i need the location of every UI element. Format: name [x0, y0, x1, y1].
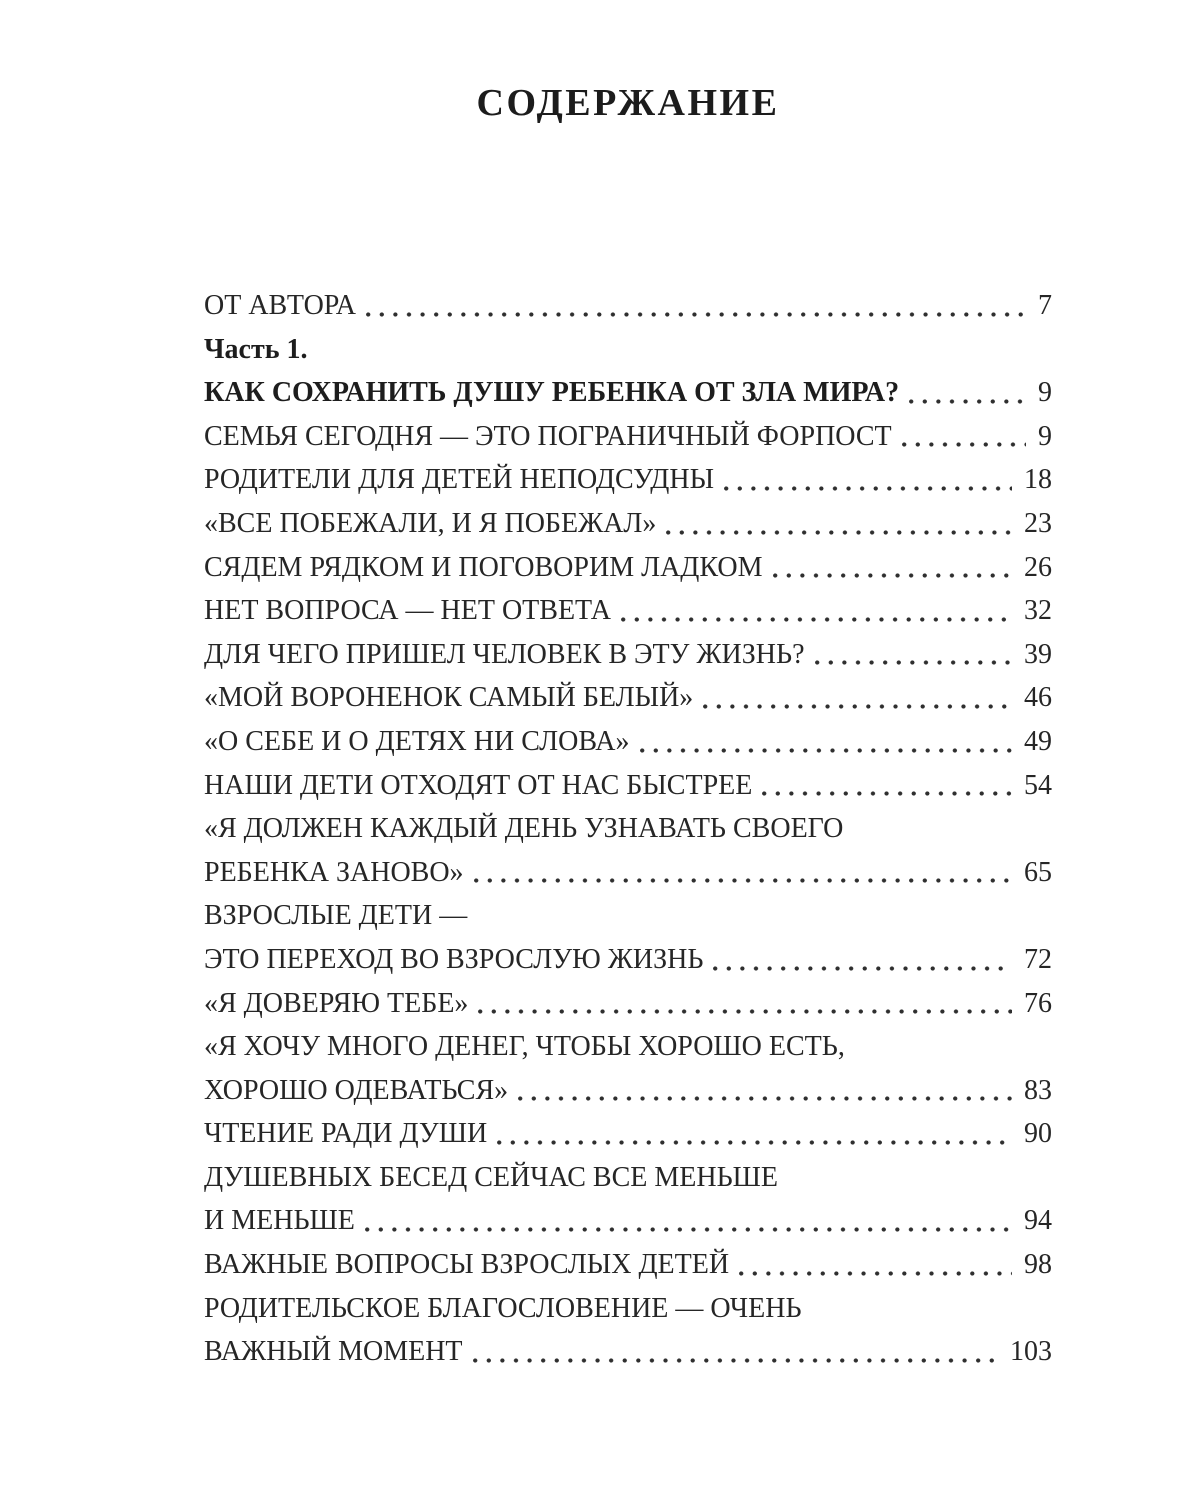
toc-entry-line	[204, 1069, 1052, 1113]
toc-entry	[204, 982, 1052, 1026]
toc-entry-title: ЭТО ПЕРЕХОД ВО ВЗРОСЛУЮ ЖИЗНЬ	[204, 943, 704, 975]
page-number: 103	[1010, 1336, 1052, 1368]
toc-entry-title: «Я ДОВЕРЯЮ ТЕБЕ»	[204, 987, 469, 1019]
toc-entry	[204, 371, 1052, 415]
toc-entry-line	[204, 1243, 1052, 1287]
toc-entry-line	[204, 720, 1052, 764]
dot-leader	[902, 442, 1026, 447]
dot-leader	[474, 878, 1012, 883]
toc-entry	[204, 633, 1052, 677]
dot-leader	[713, 966, 1012, 971]
toc-entry-title: ВАЖНЫЕ ВОПРОСЫ ВЗРОСЛЫХ ДЕТЕЙ	[204, 1249, 730, 1281]
toc-entry-line	[204, 1156, 1052, 1200]
page-number: 65	[1024, 856, 1052, 888]
toc-entry-line	[204, 938, 1052, 982]
dot-leader	[666, 530, 1012, 535]
dot-leader	[621, 617, 1012, 622]
toc-entry	[204, 415, 1052, 459]
toc-entry-title: СЯДЕМ РЯДКОМ И ПОГОВОРИМ ЛАДКОМ	[204, 551, 763, 583]
dot-leader	[815, 660, 1012, 665]
toc-entry-line	[204, 807, 1052, 851]
toc-entry-title: НЕТ ВОПРОСА — НЕТ ОТВЕТА	[204, 595, 611, 627]
toc-entry-line	[204, 1199, 1052, 1243]
page-number: 23	[1024, 507, 1052, 539]
dot-leader	[724, 486, 1012, 491]
toc-entry	[204, 458, 1052, 502]
dot-leader	[518, 1096, 1012, 1101]
toc-entry-line	[204, 1112, 1052, 1156]
toc-entry-line	[204, 502, 1052, 546]
page-number: 98	[1024, 1249, 1052, 1281]
toc-entry-line	[204, 633, 1052, 677]
toc-entry-title: ДЛЯ ЧЕГО ПРИШЕЛ ЧЕЛОВЕК В ЭТУ ЖИЗНЬ?	[204, 638, 805, 670]
page-number: 90	[1024, 1118, 1052, 1150]
toc-entry	[204, 284, 1052, 328]
dot-leader	[909, 399, 1026, 404]
dot-leader	[773, 573, 1013, 578]
toc-entry-title: «Я ДОЛЖЕН КАЖДЫЙ ДЕНЬ УЗНАВАТЬ СВОЕГО	[204, 813, 844, 845]
toc-entry	[204, 546, 1052, 590]
toc-entry-title: ОТ АВТОРА	[204, 290, 357, 321]
page-number: 83	[1024, 1074, 1052, 1106]
toc-entry-line	[204, 982, 1052, 1026]
page-number: 32	[1024, 595, 1052, 627]
toc-list	[204, 284, 1052, 1374]
toc-entry	[204, 807, 1052, 894]
toc-entry-title: ВЗРОСЛЫЕ ДЕТИ —	[204, 900, 468, 932]
page-number: 76	[1024, 987, 1052, 1019]
page-number: 46	[1024, 682, 1052, 714]
toc-entry-title: РОДИТЕЛИ ДЛЯ ДЕТЕЙ НЕПОДСУДНЫ	[204, 464, 715, 496]
toc-entry-title: «О СЕБЕ И О ДЕТЯХ НИ СЛОВА»	[204, 725, 630, 757]
page-number: 94	[1024, 1205, 1052, 1237]
dot-leader	[640, 748, 1012, 753]
page-title: СОДЕРЖАНИЕ	[476, 82, 780, 124]
dot-leader	[478, 1009, 1012, 1014]
toc-entry	[204, 1025, 1052, 1112]
dot-leader	[473, 1358, 998, 1363]
toc-entry	[204, 1243, 1052, 1287]
toc-entry-line	[204, 415, 1052, 459]
toc-entry-line	[204, 1025, 1052, 1069]
toc-entry-line	[204, 894, 1052, 938]
toc-entry-line	[204, 1330, 1052, 1374]
toc-entry	[204, 1287, 1052, 1374]
toc-entry-line	[204, 328, 1052, 372]
toc-entry	[204, 328, 1052, 372]
toc-entry-title: НАШИ ДЕТИ ОТХОДЯТ ОТ НАС БЫСТРЕЕ	[204, 769, 753, 801]
toc-entry-title: КАК СОХРАНИТЬ ДУШУ РЕБЕНКА ОТ ЗЛА МИРА?	[204, 377, 900, 409]
toc-entry-line	[204, 284, 1052, 328]
toc-entry-title: «ВСЕ ПОБЕЖАЛИ, И Я ПОБЕЖАЛ»	[204, 507, 657, 539]
toc-entry	[204, 720, 1052, 764]
toc-entry-line	[204, 589, 1052, 633]
toc-entry-title: ДУШЕВНЫХ БЕСЕД СЕЙЧАС ВСЕ МЕНЬШЕ	[204, 1161, 779, 1193]
dot-leader	[762, 791, 1012, 796]
toc-entry-title: «Я ХОЧУ МНОГО ДЕНЕГ, ЧТОБЫ ХОРОШО ЕСТЬ,	[204, 1031, 845, 1063]
page-number: 7	[1038, 290, 1052, 321]
dot-leader	[497, 1140, 1012, 1145]
page-number: 9	[1038, 420, 1052, 452]
toc-entry	[204, 764, 1052, 808]
toc-entry	[204, 589, 1052, 633]
page-number: 39	[1024, 638, 1052, 670]
toc-entry	[204, 1156, 1052, 1243]
dot-leader	[739, 1271, 1012, 1276]
page-number: 26	[1024, 551, 1052, 583]
toc-entry-title: ЧТЕНИЕ РАДИ ДУШИ	[204, 1118, 488, 1150]
toc-entry-title: «МОЙ ВОРОНЕНОК САМЫЙ БЕЛЫЙ»	[204, 682, 694, 714]
toc-entry-line	[204, 546, 1052, 590]
toc-entry-line	[204, 1287, 1052, 1331]
toc-entry-title: ХОРОШО ОДЕВАТЬСЯ»	[204, 1074, 509, 1106]
dot-leader	[366, 312, 1026, 317]
toc-entry-title: СЕМЬЯ СЕГОДНЯ — ЭТО ПОГРАНИЧНЫЙ ФОРПОСТ	[204, 420, 892, 452]
toc-entry-line	[204, 371, 1052, 415]
toc-entry	[204, 676, 1052, 720]
toc-entry-title: И МЕНЬШЕ	[204, 1205, 355, 1237]
toc-entry-title: РЕБЕНКА ЗАНОВО»	[204, 856, 464, 888]
toc-entry-line	[204, 676, 1052, 720]
toc-entry-line	[204, 458, 1052, 502]
toc-entry	[204, 502, 1052, 546]
toc-entry-title: Часть 1.	[204, 333, 308, 365]
toc-entry	[204, 1112, 1052, 1156]
toc-entry-line	[204, 764, 1052, 808]
toc-entry-title: ВАЖНЫЙ МОМЕНТ	[204, 1336, 463, 1368]
page-number: 54	[1024, 769, 1052, 801]
toc-entry	[204, 894, 1052, 981]
page-number: 18	[1024, 464, 1052, 496]
toc-entry-line	[204, 851, 1052, 895]
dot-leader	[703, 704, 1012, 709]
toc-entry-title: РОДИТЕЛЬСКОЕ БЛАГОСЛОВЕНИЕ — ОЧЕНЬ	[204, 1292, 802, 1324]
page-number: 9	[1038, 377, 1052, 409]
dot-leader	[365, 1227, 1012, 1232]
page-number: 72	[1024, 943, 1052, 975]
page-number: 49	[1024, 725, 1052, 757]
